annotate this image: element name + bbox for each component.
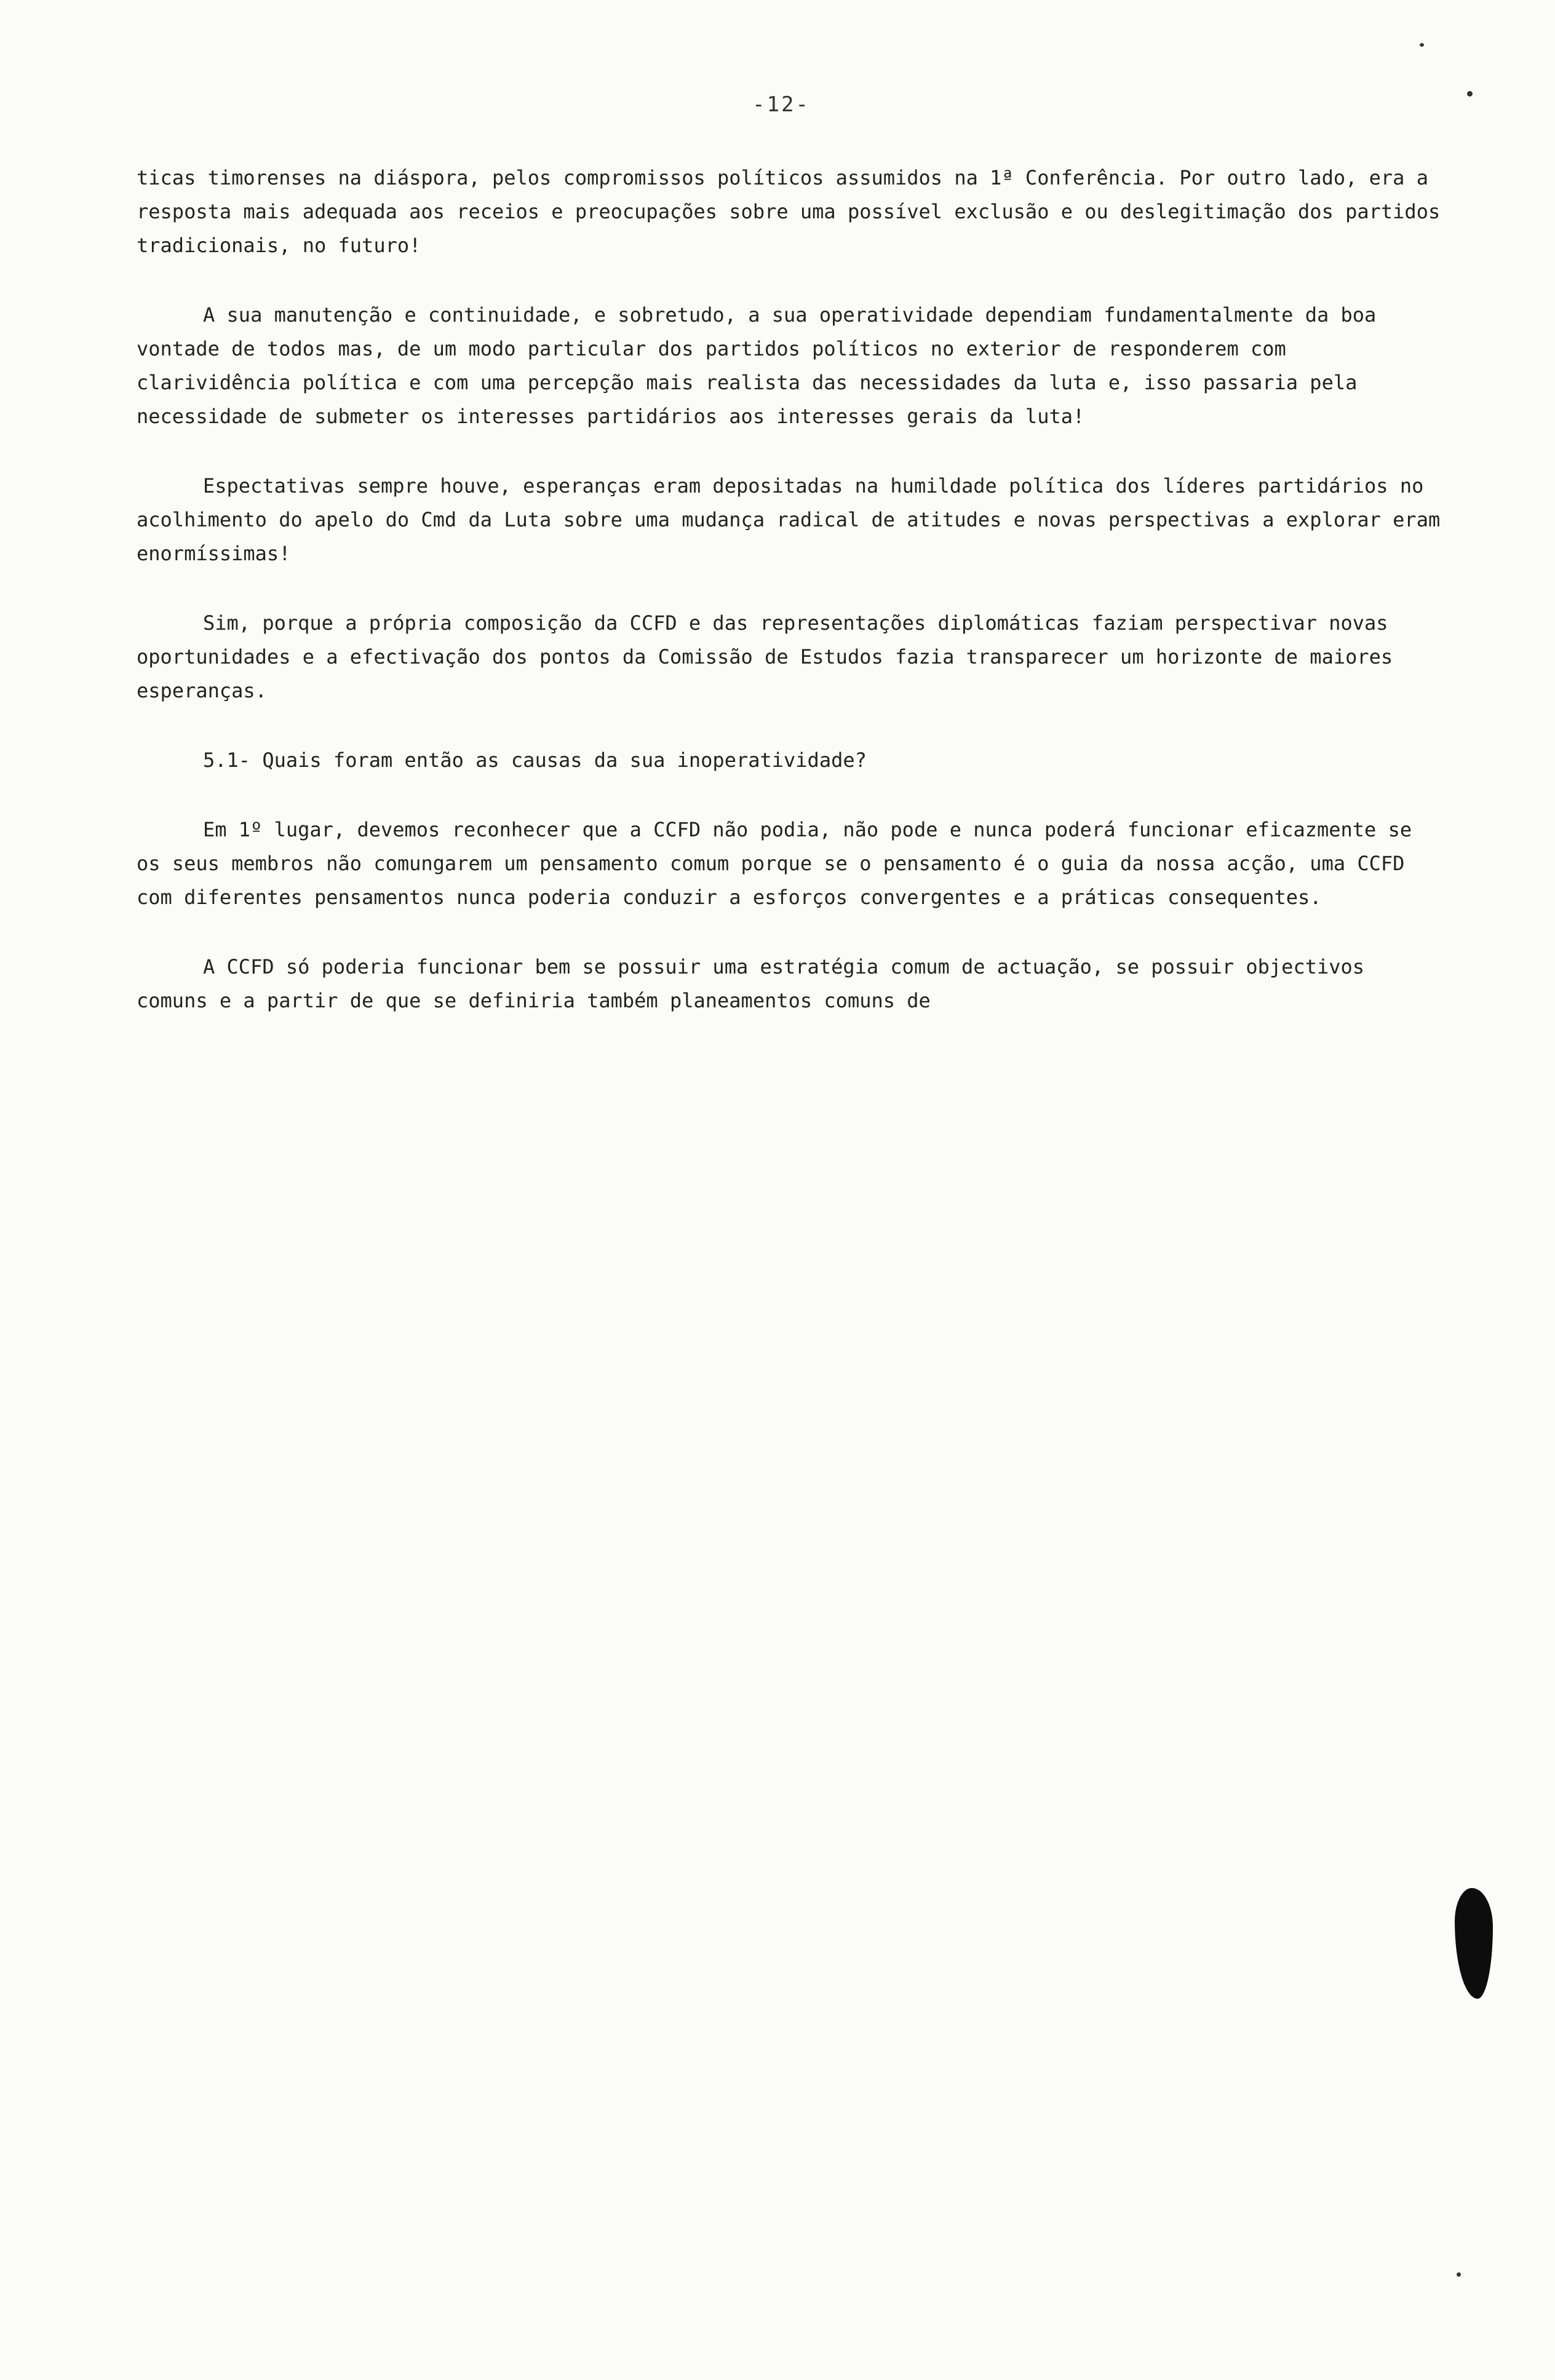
ink-blot xyxy=(1455,1888,1493,1999)
page-number: -12- xyxy=(752,92,810,117)
paragraph-expectations: Espectativas sempre houve, esperanças eram depositadas na humildade política dos líderes partidários no acolhimento do apelo do Cmd da Luta sobre uma mudança radical de atitudes e novas perspectivas a explorar eram enormíssimas! xyxy=(137,474,1452,565)
speck-bottom-right xyxy=(1457,2272,1461,2277)
speck-corner xyxy=(1420,43,1424,47)
document-body xyxy=(137,161,1452,1053)
speck-top-right xyxy=(1467,91,1473,97)
paragraph-maintenance: A sua manutenção e continuidade, e sobretudo, a sua operatividade dependiam fundamentalmente da boa vontade de todos mas, de um modo particular dos partidos políticos no exterior de responderem com clarividência política e com uma percepção mais realista das necessidades da luta e, isso passaria pela necessidade de submeter os interesses partidários aos interesses gerais da luta! xyxy=(137,303,1388,428)
paragraph-first-place: Em 1º lugar, devemos reconhecer que a CCFD não podia, não pode e nunca poderá funcionar eficazmente se os seus membros não comungarem um pensamento comum porque se o pensamento é o guia da nossa acção, uma CCFD com diferentes pensamentos nunca poderia conduzir a esforços convergentes e a práticas consequentes. xyxy=(137,818,1424,909)
paragraph-composition: Sim, porque a própria composição da CCFD e das representações diplomáticas faziam perspectivar novas oportunidades e a efectivação dos pontos da Comissão de Estudos fazia transparecer um horizonte de maiores esperanças. xyxy=(137,611,1405,702)
paragraph-continuation: ticas timorenses na diáspora, pelos compromissos políticos assumidos na 1ª Conferência. Por outro lado, era a resposta mais adequada aos receios e preocupações sobre uma possível exclusão e ou deslegitimação dos partidos tradicionais, no futuro! xyxy=(137,166,1452,257)
paragraph-strategy: A CCFD só poderia funcionar bem se possuir uma estratégia comum de actuação, se possuir objectivos comuns e a partir de que se definiria também planeamentos comuns de xyxy=(137,955,1377,1012)
section-question: 5.1- Quais foram então as causas da sua inoperatividade? xyxy=(203,748,867,772)
